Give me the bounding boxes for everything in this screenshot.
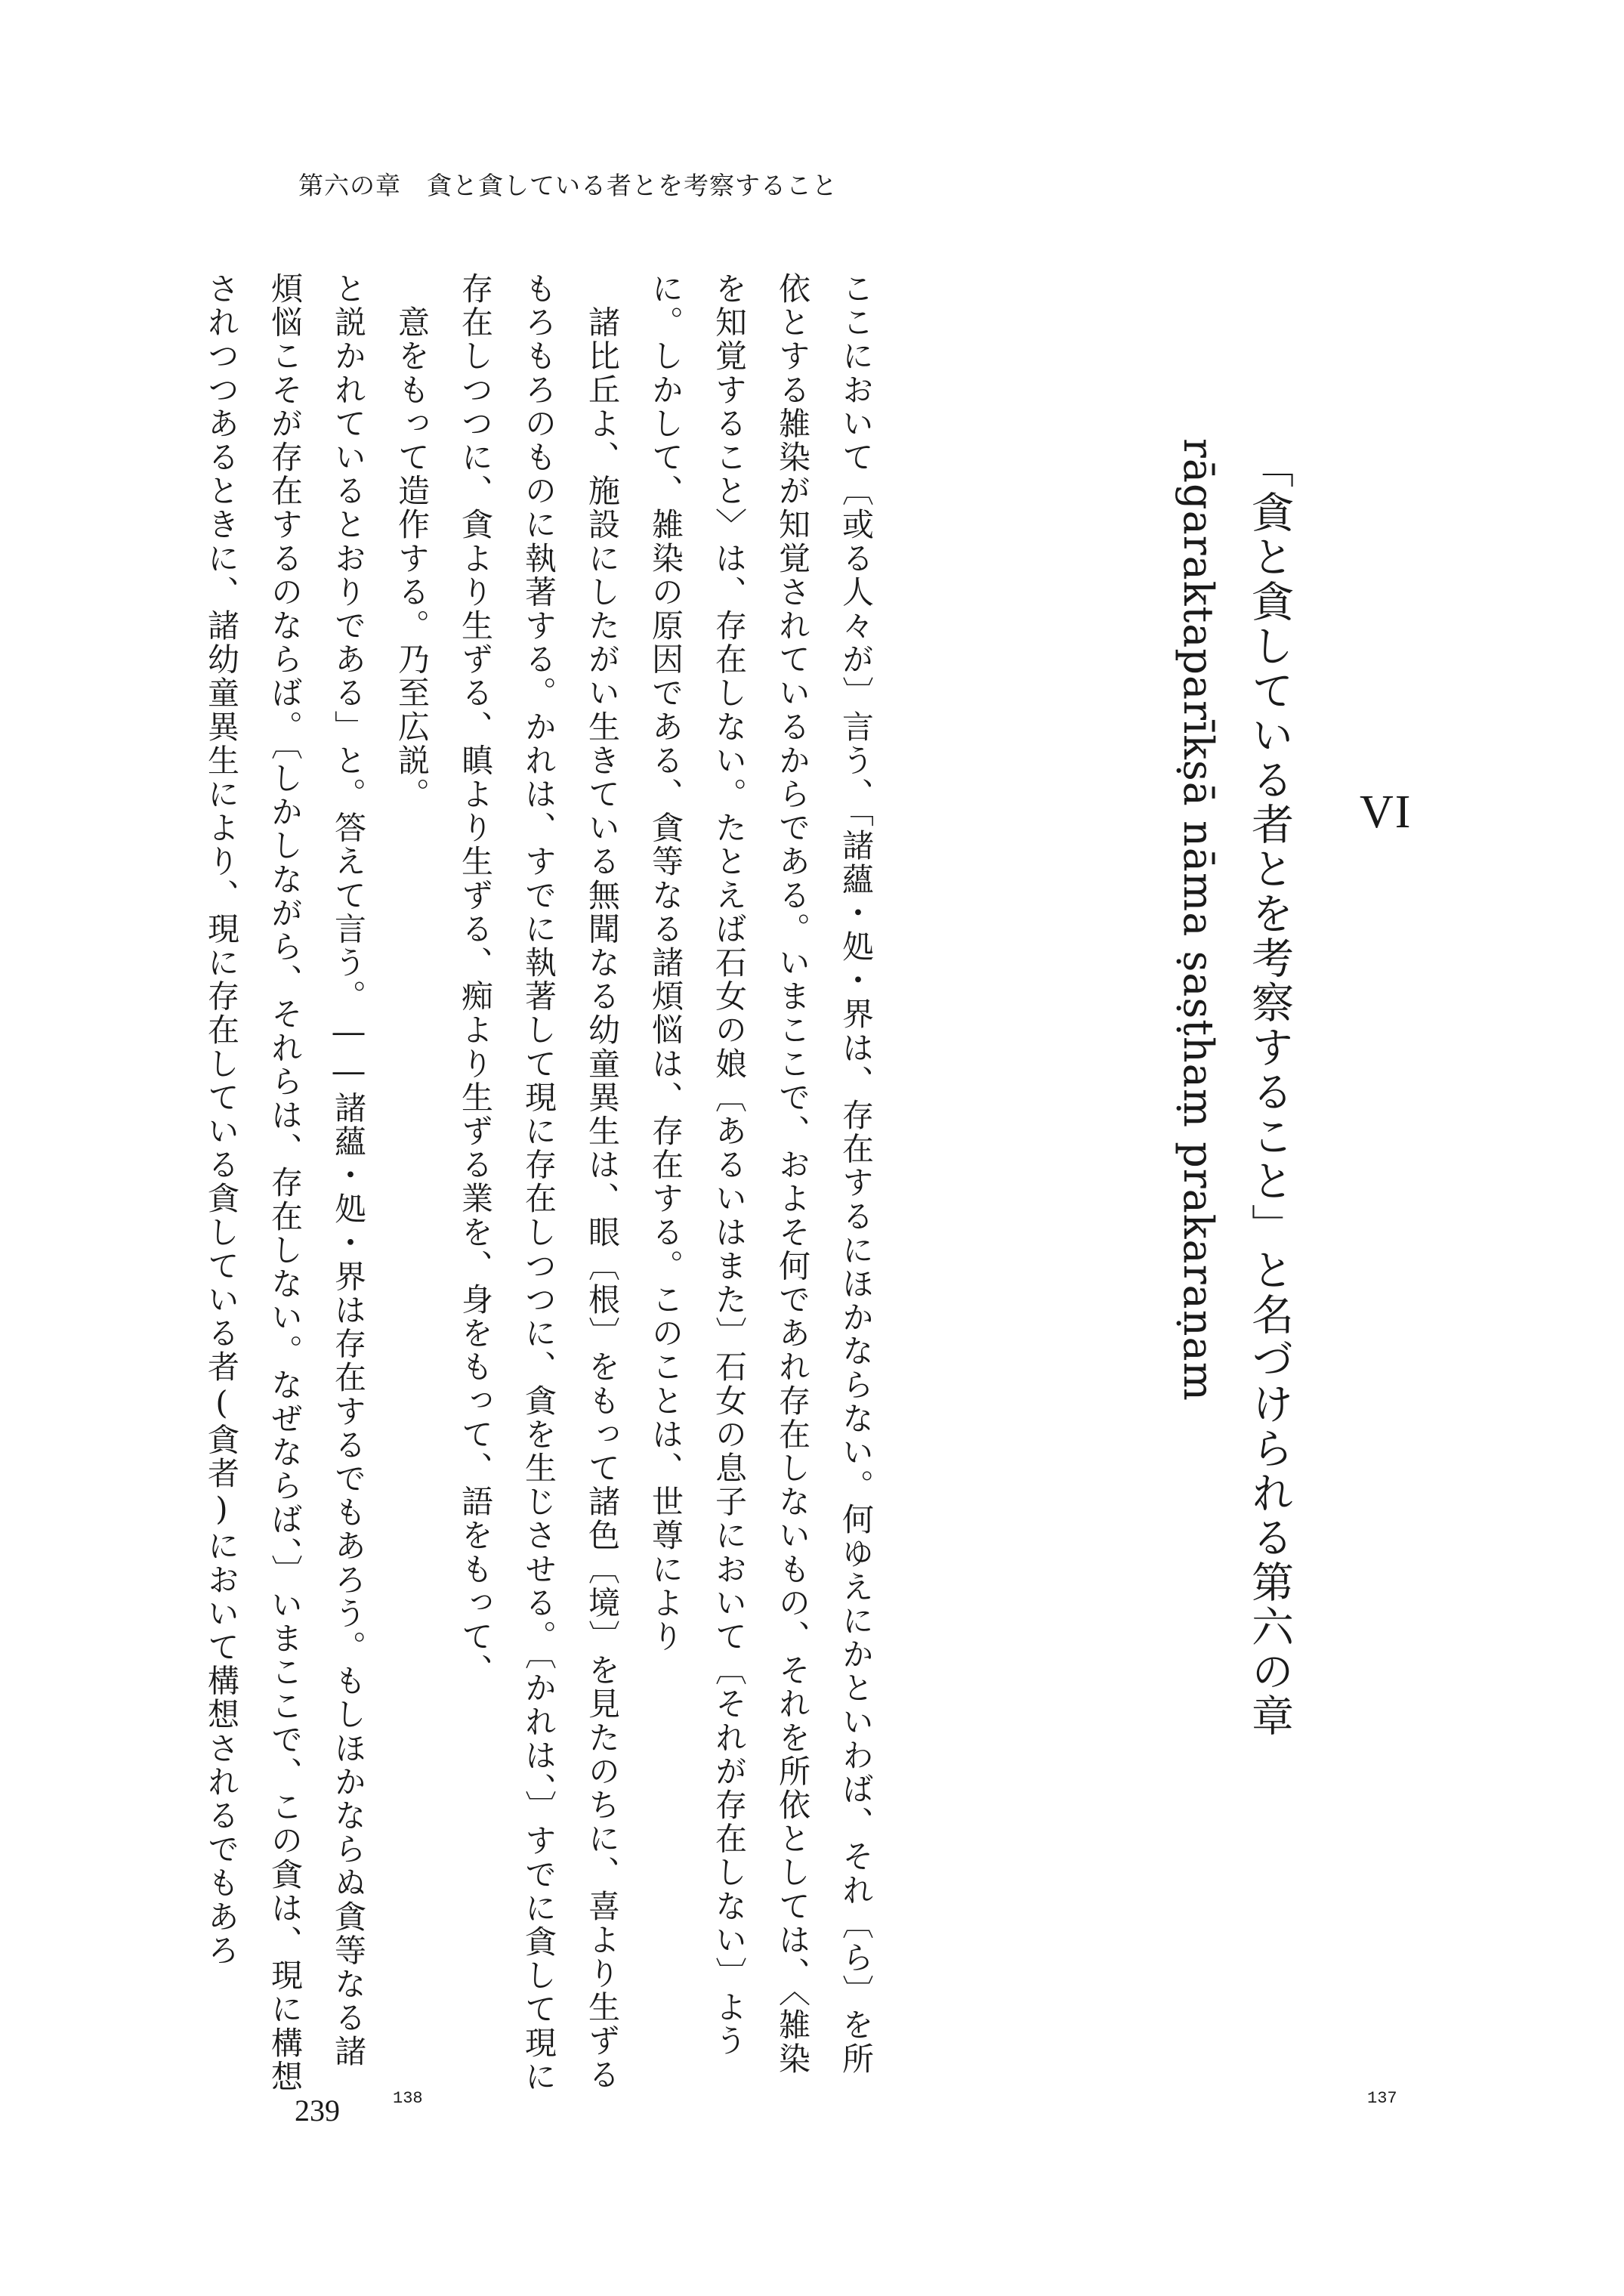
paragraph-3-quote: 意をもって造作する。乃至広説。 (394, 272, 431, 811)
paragraph-1: ここにおいて〔或る人々が〕言う、「諸蘊・処・界は、存在するにほかならない。何ゆえにかといわば、それ〔ら〕を所依とする雑染が知覚されているからである。いまここで、およそ何であれ存在しないもの、それを所依としては、〈雑染を知覚すること〉は、存在しない。たとえば石女の娘〔あるいはまた〕石女の息子において〔それが存在しない〕ように。しかして、雑染の原因である、貪等なる諸煩悩は、存在する。このことは、世尊により (647, 272, 875, 2076)
marginal-page-number-right: 137 (1367, 2089, 1397, 2108)
running-header: 第六の章 貪と貪している者とを考察すること (298, 171, 838, 200)
page-number: 239 (295, 2094, 340, 2128)
chapter-title-sanskrit: rāgaraktaparīkṣā nāma ṣaṣṭhaṃ prakaraṇam (1175, 438, 1222, 1401)
chapter-roman-numeral: VI (1360, 786, 1413, 838)
marginal-page-number-left: 138 (393, 2089, 423, 2108)
body-text (190, 272, 888, 2100)
paragraph-4: と説かれているとおりである」と。答えて言う。――諸蘊・処・界は存在するでもあろう。もしほかならぬ貪等なる諸煩悩こそが存在するのならば。〔しかしながら、それらは、存在しない。なぜならば、〕いまここで、この貪は、現に構想されつつあるときに、諸幼童異生により、現に存在している貪している者(貪者)において構想されるでもあろ (203, 272, 367, 2094)
chapter-title-japanese: 「貪と貪している者とを考察すること」と名づけられる第六の章 (1245, 446, 1294, 1738)
paragraph-2-quote: 諸比丘よ、施設にしたがい生きている無聞なる幼童異生は、眼〔根〕をもって諸色〔境〕を見たのちに、喜より生ずるもろもろのものに執著する。かれは、すでに執著して現に存在しつつに、貪を生じさせる。〔かれは、〕すでに貪して現に存在しつつに、貪より生ずる、瞋より生ずる、痴より生ずる業を、身をもって、語をもって、 (457, 272, 621, 2094)
